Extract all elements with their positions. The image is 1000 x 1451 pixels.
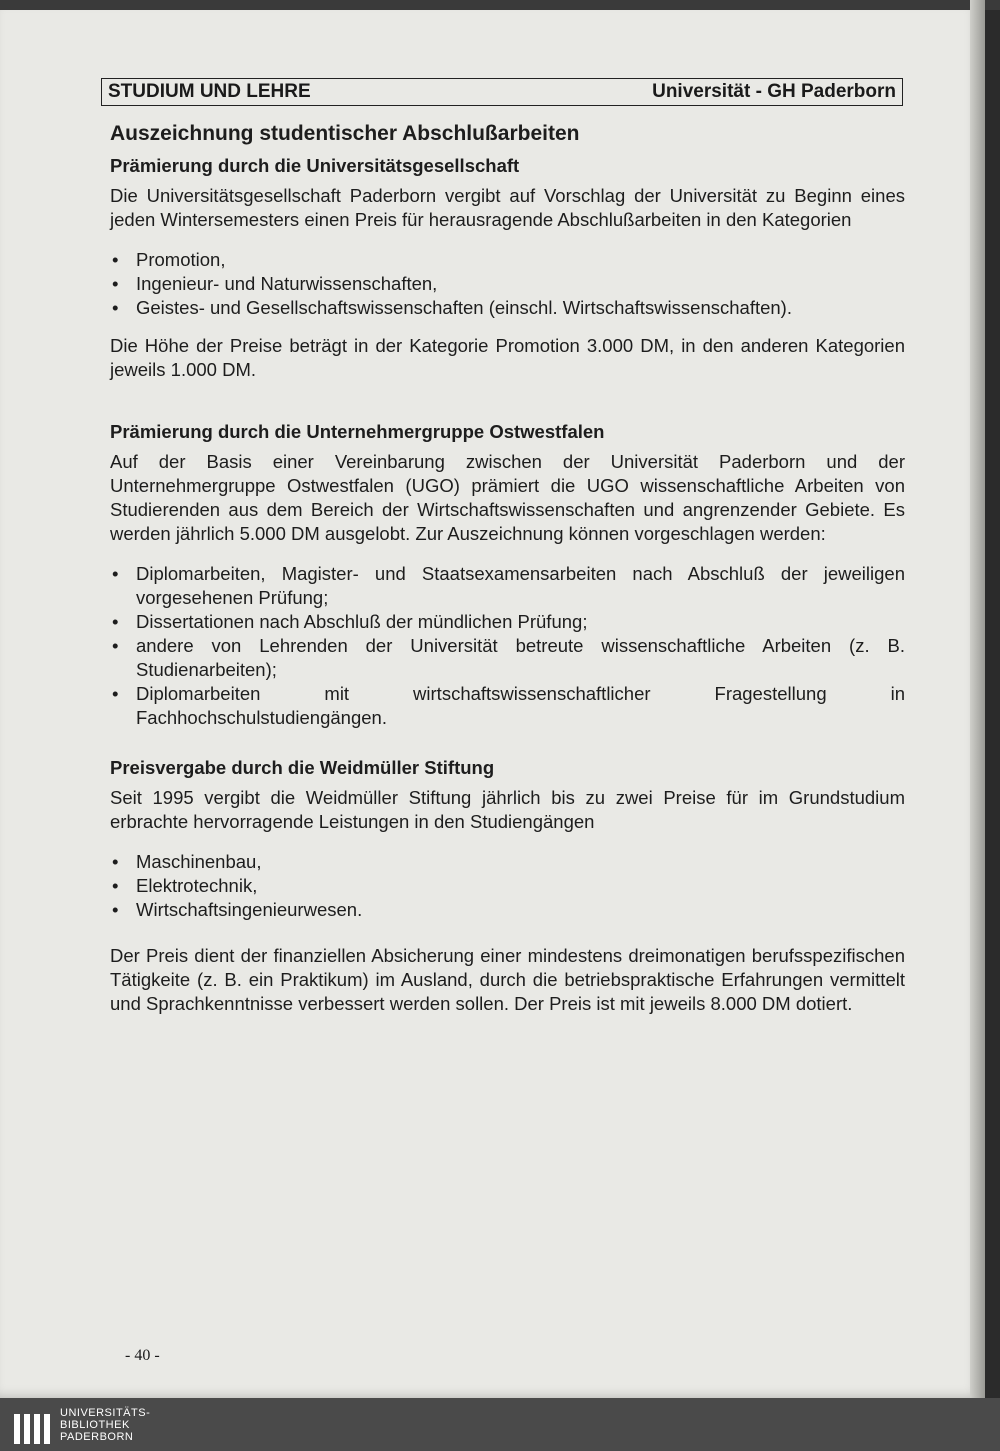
section-heading: Prämierung durch die Universitätsgesellschaft [110, 155, 520, 176]
library-name-line: BIBLIOTHEK [60, 1418, 130, 1431]
bullet-list [110, 850, 905, 922]
list-item: • Geistes- und Gesellschaftswissenschaften (einschl. Wirtschaftswissenschaften). [110, 296, 905, 320]
library-name [60, 1407, 150, 1443]
library-logo-icon [14, 1406, 50, 1444]
bullet-list [110, 248, 905, 320]
paragraph: Der Preis dient der finanziellen Absicherung einer mindestens dreimonatigen berufsspezifischen Tätigkeite (z. B. ein Praktikum) im Ausland, durch die betriebspraktische Erfahrungen vermittelt und Sprachkenntnisse verbessert werden sollen. Der Preis ist mit jeweils 8.000 DM dotiert. [110, 945, 905, 1014]
library-footer-bar [0, 1398, 1000, 1451]
page-title: Auszeichnung studentischer Abschlußarbeiten [110, 122, 580, 145]
paragraph: Die Höhe der Preise beträgt in der Kategorie Promotion 3.000 DM, in den anderen Kategorien jeweils 1.000 DM. [110, 335, 905, 380]
section-universitaetsgesellschaft [110, 154, 905, 382]
page-content [110, 118, 905, 1016]
bullet-list [110, 562, 905, 730]
list-item: • Diplomarbeiten, Magister- und Staatsexamensarbeiten nach Abschluß der jeweiligen vorgesehenen Prüfung; [110, 562, 905, 610]
running-header [101, 78, 903, 106]
section-weidmueller [110, 756, 905, 1016]
section-heading: Prämierung durch die Unternehmergruppe Ostwestfalen [110, 421, 605, 442]
paragraph: Seit 1995 vergibt die Weidmüller Stiftung jährlich bis zu zwei Preise für im Grundstudium erbrachte hervorragende Leistungen in den Studiengängen [110, 787, 905, 832]
paragraph: Die Universitätsgesellschaft Paderborn vergibt auf Vorschlag der Universität zu Beginn eines jeden Wintersemesters einen Preis für herausragende Abschlußarbeiten in den Kategorien [110, 185, 905, 230]
list-item: • Ingenieur- und Naturwissenschaften, [110, 272, 905, 296]
header-section-label: STUDIUM UND LEHRE [108, 81, 311, 102]
list-item: • Dissertationen nach Abschluß der mündlichen Prüfung; [110, 610, 905, 634]
header-university: Universität - GH Paderborn [652, 81, 896, 102]
section-heading: Preisvergabe durch die Weidmüller Stiftung [110, 757, 495, 778]
list-item: • Maschinenbau, [110, 850, 905, 874]
scan-top-edge [0, 0, 1000, 10]
library-name-line: UNIVERSITÄTS- [60, 1406, 151, 1419]
list-item: • andere von Lehrenden der Universität betreute wissenschaftliche Arbeiten (z. B. Studienarbeiten); [110, 634, 905, 682]
list-item: • Diplomarbeiten mit wirtschaftswissenschaftlicher Fragestellung in Fachhochschulstudiengängen. [110, 682, 905, 730]
book-spine-edge [970, 0, 985, 1398]
library-name-line: PADERBORN [60, 1430, 134, 1443]
page-number: - 40 - [125, 1347, 160, 1364]
paragraph: Auf der Basis einer Vereinbarung zwischen der Universität Paderborn und der Unternehmergruppe Ostwestfalen (UGO) prämiert die UGO wissenschaftliche Arbeiten von Studierenden aus dem Bereich der Wirtschaftswissenschaften und angrenzender Gebiete. Es werden jährlich 5.000 DM ausgelobt. Zur Auszeichnung können vorgeschlagen werden: [110, 451, 905, 544]
list-item: • Elektrotechnik, [110, 874, 905, 898]
list-item: • Promotion, [110, 248, 905, 272]
section-ugo [110, 420, 905, 730]
list-item: • Wirtschaftsingenieurwesen. [110, 898, 905, 922]
